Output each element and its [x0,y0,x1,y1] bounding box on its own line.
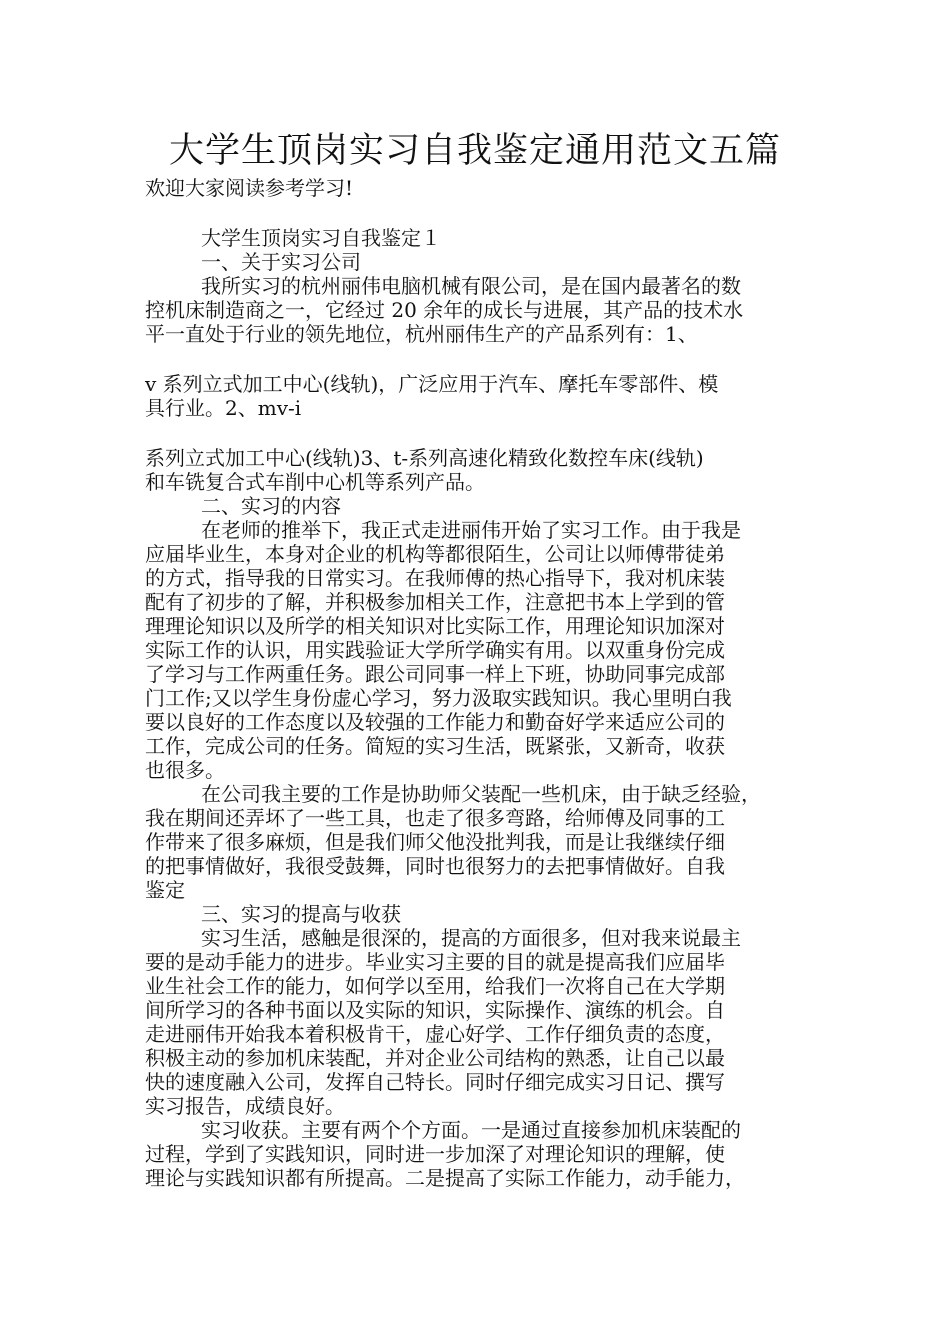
paragraph-line: 理理论知识以及所学的相关知识对比实际工作，用理论知识加深对 [145,614,725,638]
paragraph-line: 工作，完成公司的任务。简短的实习生活，既紧张，又新奇，收获 [145,734,725,758]
paragraph-line: 作带来了很多麻烦，但是我们师父他没批判我，而是让我继续仔细 [145,830,725,854]
paragraph-line: 实际工作的认识，用实践验证大学所学确实有用。以双重身份完成 [145,638,725,662]
section-heading: 大学生顶岗实习自我鉴定１ [201,226,441,250]
paragraph-line: 和车铣复合式车削中心机等系列产品。 [145,470,485,494]
paragraph-line: 走进丽伟开始我本着积极肯干，虚心好学、工作仔细负责的态度， [145,1022,725,1046]
paragraph-line: 平一直处于行业的领先地位，杭州丽伟生产的产品系列有：1、 [145,322,698,346]
paragraph-line: 系列立式加工中心(线轨)3、t-系列高速化精致化数控车床(线轨) [145,446,704,470]
paragraph-line: v 系列立式加工中心(线轨)，广泛应用于汽车、摩托车零部件、模 [145,372,719,396]
section-heading: 二、实习的内容 [201,494,341,518]
paragraph-line: 也很多。 [145,758,225,782]
section-heading: 一、关于实习公司 [201,250,361,274]
paragraph-line: 配有了初步的了解，并积极参加相关工作，注意把书本上学到的管 [145,590,725,614]
paragraph-line: 快的速度融入公司，发挥自己特长。同时仔细完成实习日记、撰写 [145,1070,725,1094]
paragraph-line: 我在期间还弄坏了一些工具，也走了很多弯路，给师傅及同事的工 [145,806,725,830]
paragraph-line: 过程，学到了实践知识，同时进一步加深了对理论知识的理解，使 [145,1142,725,1166]
welcome-text: 欢迎大家阅读参考学习! [145,176,354,200]
paragraph-line: 门工作;又以学生身份虚心学习，努力汲取实践知识。我心里明白我 [145,686,732,710]
blank-line [145,346,815,370]
section-heading: 三、实习的提高与收获 [201,902,401,926]
paragraph-line: 具行业。2、mv-i [145,396,302,420]
paragraph-line: 在老师的推举下，我正式走进丽伟开始了实习工作。由于我是 [201,518,741,542]
paragraph-line: 在公司我主要的工作是协助师父装配一些机床，由于缺乏经验， [201,782,761,806]
paragraph-line: 应届毕业生，本身对企业的机构等都很陌生，公司让以师傅带徒弟 [145,542,725,566]
paragraph-line: 的方式，指导我的日常实习。在我师傅的热心指导下，我对机床装 [145,566,725,590]
paragraph-line: 的把事情做好，我很受鼓舞，同时也很努力的去把事情做好。自我 [145,854,725,878]
paragraph-line: 控机床制造商之一，它经过 20 余年的成长与进展，其产品的技术水 [145,298,744,322]
paragraph-line: 间所学习的各种书面以及实际的知识，实际操作、演练的机会。自 [145,998,725,1022]
document-body [145,226,815,1190]
paragraph-line: 要的是动手能力的进步。毕业实习主要的目的就是提高我们应届毕 [145,950,725,974]
paragraph-line: 积极主动的参加机床装配，并对企业公司结构的熟悉，让自己以最 [145,1046,725,1070]
blank-line [145,420,815,444]
paragraph-line: 了学习与工作两重任务。跟公司同事一样上下班，协助同事完成部 [145,662,725,686]
paragraph-line: 实习收获。主要有两个个方面。一是通过直接参加机床装配的 [201,1118,741,1142]
paragraph-line: 业生社会工作的能力，如何学以至用，给我们一次将自己在大学期 [145,974,725,998]
paragraph-line: 鉴定 [145,878,185,902]
paragraph-line: 理论与实践知识都有所提高。二是提高了实际工作能力，动手能力， [145,1166,745,1190]
paragraph-line: 我所实习的杭州丽伟电脑机械有限公司，是在国内最著名的数 [201,274,741,298]
document-title: 大学生顶岗实习自我鉴定通用范文五篇 [168,131,781,171]
paragraph-line: 实习报告，成绩良好。 [145,1094,345,1118]
paragraph-line: 实习生活，感触是很深的，提高的方面很多，但对我来说最主 [201,926,741,950]
paragraph-line: 要以良好的工作态度以及较强的工作能力和勤奋好学来适应公司的 [145,710,725,734]
